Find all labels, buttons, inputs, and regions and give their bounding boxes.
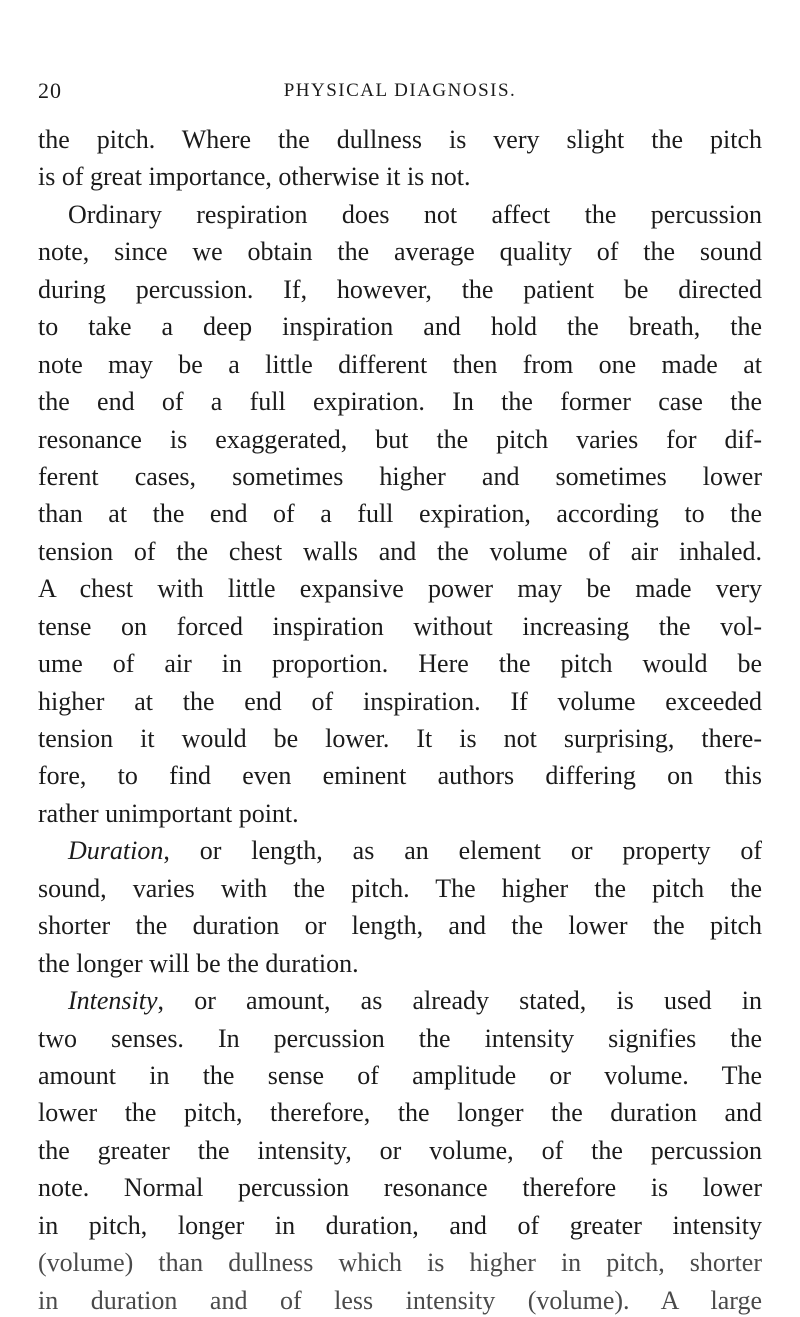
text-line: the pitch. Where the dullness is very slight the pitch	[38, 125, 762, 154]
text-line	[38, 832, 762, 869]
text-line: ferent cases, sometimes higher and sometimes lower	[38, 461, 762, 491]
text-span: , or amount, as already stated, is used in	[157, 986, 762, 1016]
text-line: is of great importance, otherwise it is not.	[38, 162, 471, 192]
text-line: Ordinary respiration does not affect the percussion	[68, 199, 762, 229]
text-line: in duration and of less intensity (volume). A large	[38, 1285, 762, 1315]
text-line: ume of air in proportion. Here the pitch would be	[38, 649, 762, 679]
text-line: tense on forced inspiration without increasing the vol-	[38, 611, 762, 641]
text-line: tension of the chest walls and the volume of air inhaled.	[38, 536, 762, 566]
text-line: sound, varies with the pitch. The higher the pitch the	[38, 873, 762, 903]
text-line: note, since we obtain the average quality of the sound	[38, 237, 762, 267]
text-line: note may be a little different then from one made at	[38, 349, 762, 379]
text-span: , or length, as an element or property of	[163, 836, 762, 866]
text-line: higher at the end of inspiration. If volume exceeded	[38, 686, 762, 716]
text-line: shorter the duration or length, and the lower the pitch	[38, 911, 762, 941]
page-number: 20	[38, 78, 62, 103]
running-head: PHYSICAL DIAGNOSIS.	[283, 80, 517, 101]
text-line: fore, to find even eminent authors differing on this	[38, 761, 762, 791]
text-line: A chest with little expansive power may be made very	[38, 574, 762, 604]
text-line: amount in the sense of amplitude or volume. The	[38, 1060, 762, 1090]
text-line: than at the end of a full expiration, according to the	[38, 499, 762, 529]
text-line: to take a deep inspiration and hold the breath, the	[38, 312, 762, 342]
text-line: rather unimportant point.	[38, 798, 299, 828]
text-line: the end of a full expiration. In the former case the	[38, 387, 762, 417]
term-duration: Duration	[68, 836, 164, 866]
text-line: (volume) than dullness which is higher in pitch, shorter	[38, 1248, 762, 1278]
text-line: two senses. In percussion the intensity signifies the	[38, 1023, 762, 1053]
text-line: during percussion. If, however, the patient be directed	[38, 274, 762, 304]
text-line: note. Normal percussion resonance therefore is lower	[38, 1173, 762, 1203]
text-line	[38, 982, 762, 1019]
text-line: tension it would be lower. It is not surprising, there-	[38, 724, 762, 753]
body-text	[38, 121, 762, 1317]
text-line: the longer will be the duration.	[38, 948, 359, 978]
text-line: the greater the intensity, or volume, of the percussion	[38, 1135, 762, 1165]
text-line: lower the pitch, therefore, the longer the duration and	[38, 1098, 762, 1128]
text-line: resonance is exaggerated, but the pitch varies for dif-	[38, 424, 762, 454]
text-line: in pitch, longer in duration, and of greater intensity	[38, 1210, 762, 1240]
term-intensity: Intensity	[68, 986, 158, 1016]
